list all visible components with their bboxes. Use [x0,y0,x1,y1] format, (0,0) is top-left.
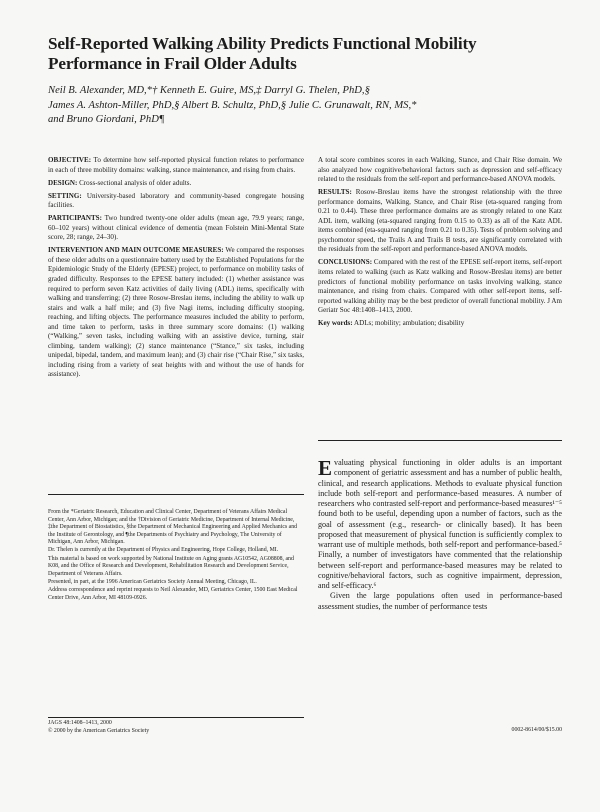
abstract-objective [48,156,304,175]
abstract-design [48,179,304,189]
article-title: Self-Reported Walking Ability Predicts Functional Mobility Performance in Frail Older Adults [48,34,477,73]
section-text: We compared the responses of these older adults on a questionnaire battery used by the Established Populations for the Epidemiologic Study of the Elderly (EPESE) project, to performance on mobility tasks of graded difficulty. Responses to the EPESE battery included: (1) whether assistance was required to perform seven Katz activities of daily living (ADL) items, specifically with walking and transferring; (2) three Rosow-Breslau items, including the ability to walk up stairs and walk a half mile; and (3) five Nagi items, including difficulty stooping, reaching, and lifting objects. The performance measures included the ability to perform, and time taken to perform, tasks in three summary score domains: (1) walking (“Walking,” seven tasks, including walking with an assistive device, turning, stair climbing, tandem walking); (2) stance maintenance (“Stance,” six tasks, including unipedal, bipedal, tandem, and maximum lean); and (3) chair rise (“Chair Rise,” six tasks, including rising from a variety of seat heights with and without the use of hands for assistance). [48,246,304,379]
section-label: DESIGN: [48,178,78,187]
issn-code: 0002-8614/00/$15.00 [511,727,562,733]
footnote-bottom-rule [48,717,304,718]
section-label: PARTICIPANTS: [48,214,102,223]
section-label: CONCLUSIONS: [318,258,373,267]
abstract-setting [48,192,304,211]
section-text: Cross-sectional analysis of older adults. [77,178,192,187]
paragraph-text: valuating physical functioning in older adults is an important component of geriatric assessment and has a number of public health, clinical, and research applications. Methods to evaluate physical function include both self-report and performance-based measures. A number of researchers who contrasted self-report and performance-based measures¹⁻⁵ found both to be useful, depending upon a number of factors, such as the goal of assessment (e.g., research- or clinically based). It has been proposed that measurement of physical function is sufficiently complex to warrant use of multiple methods, both self-report and performance-based.⁵ Finally, a number of investigators have commented that the relationship between self-report and performance-based measures may be related to cognitive/behavioral factors, such as cognitive impairment, depression, and self-efficacy.⁶ [318,458,562,590]
author-list [48,84,568,128]
abstract-participants [48,214,304,243]
abstract-results [318,188,562,255]
introduction-text [318,458,562,612]
abstract-measures-continued [318,156,562,185]
author-line: James A. Ashton-Miller, PhD,§ Albert B. Schultz, PhD,§ Julie C. Grunawalt, RN, MS,* [48,99,417,111]
abstract-measures [48,246,304,380]
section-label: RESULTS: [318,188,352,197]
abstract-divider-left [48,494,304,495]
section-text: Rosow-Breslau items have the strongest relationship with the three performance domains, Walking, Stance, and Chair Rise (eta-squared ranging from 0.21 to 0.44). These three performance domains are as strongly related to one Katz ADL item, walking (eta-squared ranging from 0.15 to 0.33) as all of the Katz ADL items combined (eta-squared ranging from 0.21 to 0.35). Tests of problem solving and psychomotor speed, the Trails A and Trails B tests, are significantly correlated with the residuals from the self-report and performance-based ANOVA models. [318,188,562,254]
section-text: University-based laboratory and community-based congregate housing facilities. [48,191,304,210]
section-label: Key words: [318,319,353,328]
abstract-conclusions [318,258,562,315]
section-text: Two hundred twenty-one older adults (mean age, 79.9 years; range, 60–102 years) without clinical evidence of dementia (mean Folstein Mini-Mental State score, 28; range, 24–30). [48,214,304,242]
author-line: Neil B. Alexander, MD,*† Kenneth E. Guire, MS,‡ Darryl G. Thelen, PhD,§ [48,85,370,96]
intro-paragraph: Given the large populations often used in performance-based assessment studies, the number of performance tests [318,591,562,611]
footnote: Dr. Thelen is currently at the Department of Physics and Engineering, Hope College, Holland, MI. [48,547,279,554]
journal-pages: JAGS 48:1408–1413, 2000 [48,720,112,726]
section-label: SETTING: [48,191,82,200]
footnote: This material is based on work supported by National Institute on Aging grants AG10542, AG08808, and K08, and the Office of Research and Development, Rehabilitation Research and Development Service, Department of Veterans Affairs. [48,555,294,577]
section-text: To determine how self-reported physical function relates to performance in each of three mobility domains: walking, stance maintenance, and rising from chairs. [48,156,304,174]
section-text: Compared with the rest of the EPESE self-report items, self-report items related to walking (such as Katz walking and Rosow-Breslau items) are better predictors of functional mobility performance on tasks involving walking, stance maintenance, and rising from chairs. Compared with other self-report items, self-reported walking ability may be the best predictor of overall functional mobility. J Am Geriatr Soc 48:1408–1413, 2000. [318,258,562,315]
copyright-line: © 2000 by the American Geriatrics Society [48,727,150,734]
drop-cap: E [318,456,333,480]
footnote: Address correspondence and reprint requests to Neil Alexander, MD, Geriatrics Center, 1500 East Medical Center Drive, Ann Arbor, MI 48109-0926. [48,587,298,601]
abstract-divider-right [318,440,562,441]
footnotes [48,509,304,603]
section-label: INTERVENTION AND MAIN OUTCOME MEASURES: [48,246,224,255]
section-text: ADLs; mobility; ambulation; disability [352,319,465,328]
journal-info [48,720,304,735]
abstract-left-column [48,156,304,384]
footnote: Presented, in part, at the 1996 American Geriatrics Society Annual Meeting, Chicago, IL. [48,578,257,585]
author-line: and Bruno Giordani, PhD¶ [48,114,165,126]
abstract-keywords [318,319,562,329]
intro-paragraph [318,458,562,591]
section-label: OBJECTIVE: [48,156,92,164]
abstract-right-column [318,156,562,332]
footnote: From the *Geriatric Research, Education and Clinical Center, Department of Veterans Affairs Medical Center, Ann Arbor, Michigan; and the †Division of Geriatric Medicine, Department of Internal Medicine, ‡the Department of Biostatistics, §the Department of Mechanical Engineering and Applied Mechanics and the Institute of Gerontology, and ¶the Departments of Psychiatry and Psychology, The University of Michigan, Ann Arbor, Michigan. [48,509,298,545]
section-text: A total score combines scores in each Walking, Stance, and Chair Rise domain. We also analyzed how cognitive/behavioral factors such as depression and self-efficacy related to the residuals from the self-report and performance-based ANOVA models. [318,156,562,184]
